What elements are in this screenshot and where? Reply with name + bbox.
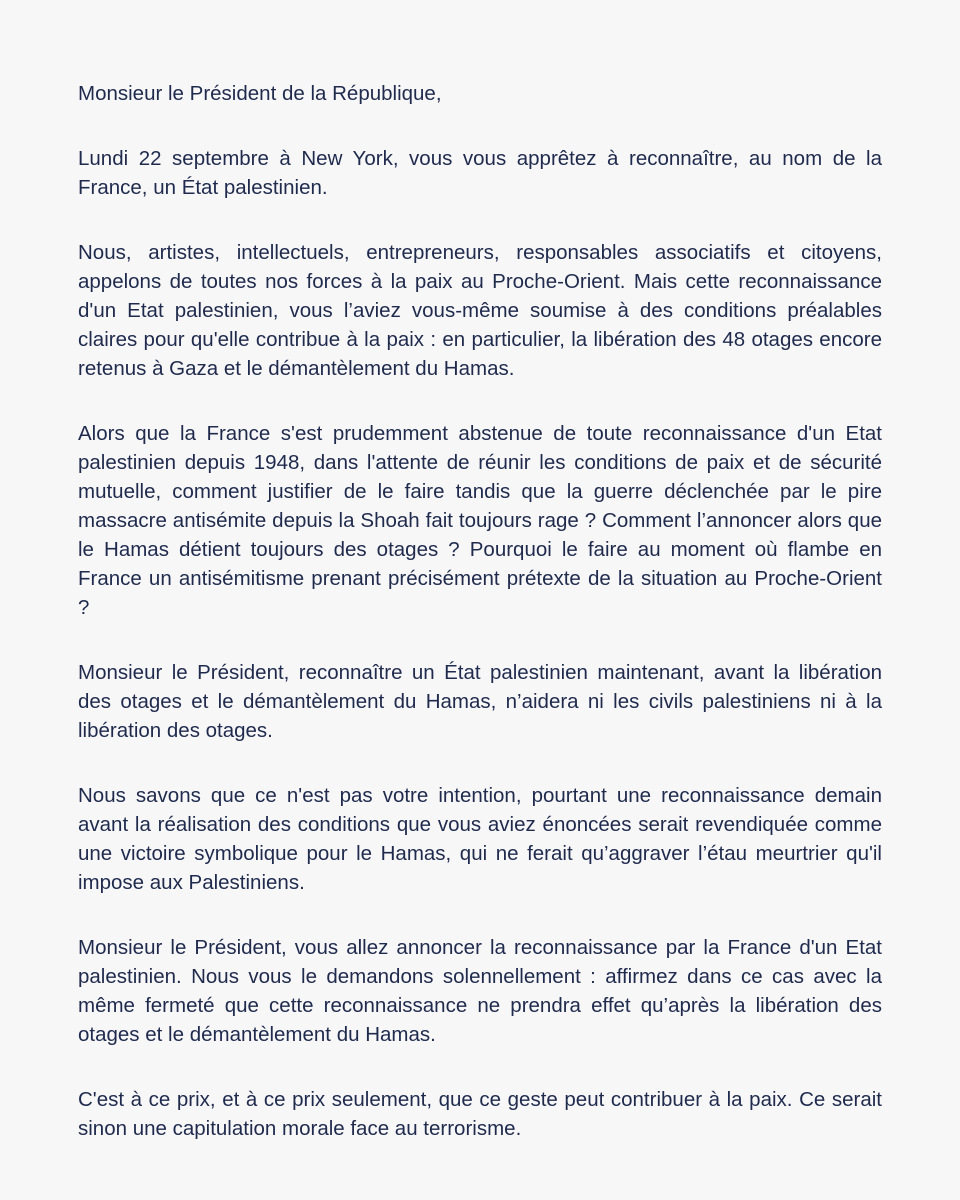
letter-salutation: Monsieur le Président de la République, [78,82,442,105]
letter-paragraph-4: Monsieur le Président, reconnaître un État palestinien maintenant, avant la libération des otages et le démantèlement du Hamas, n’aidera ni les civils palestiniens ni à la libération des otages. [78,661,882,742]
letter-paragraph-3: Alors que la France s'est prudemment abstenue de toute reconnaissance d'un Etat palestinien depuis 1948, dans l'attente de réunir les conditions de paix et de sécurité mutuelle, comment justifier de le faire tandis que la guerre déclenchée par le pire massacre antisémite depuis la Shoah fait toujours rage ? Comment l’annoncer alors que le Hamas détient toujours des otages ? Pourquoi le faire au moment où flambe en France un antisémitisme prenant précisément prétexte de la situation au Proche-Orient ? [78,422,882,619]
letter-paragraph-5: Nous savons que ce n'est pas votre intention, pourtant une reconnaissance demain avant la réalisation des conditions que vous aviez énoncées serait revendiquée comme une victoire symbolique pour le Hamas, qui ne ferait qu’aggraver l’étau meurtrier qu'il impose aux Palestiniens. [78,784,882,894]
letter-paragraph-2: Nous, artistes, intellectuels, entrepreneurs, responsables associatifs et citoyens, appelons de toutes nos forces à la paix au Proche-Orient. Mais cette reconnaissance d'un Etat palestinien, vous l’aviez vous-même soumise à des conditions préalables claires pour qu'elle contribue à la paix : en particulier, la libération des 48 otages encore retenus à Gaza et le démantèlement du Hamas. [78,241,882,380]
letter-paragraph-7: C'est à ce prix, et à ce prix seulement, que ce geste peut contribuer à la paix. Ce serait sinon une capitulation morale face au terrorisme. [78,1088,882,1140]
letter-paragraph-1: Lundi 22 septembre à New York, vous vous apprêtez à reconnaître, au nom de la France, un État palestinien. [78,147,882,199]
letter-paragraph-6: Monsieur le Président, vous allez annoncer la reconnaissance par la France d'un Etat palestinien. Nous vous le demandons solennellement : affirmez dans ce cas avec la même fermeté que cette reconnaissance ne prendra effet qu’après la libération des otages et le démantèlement du Hamas. [78,936,882,1046]
